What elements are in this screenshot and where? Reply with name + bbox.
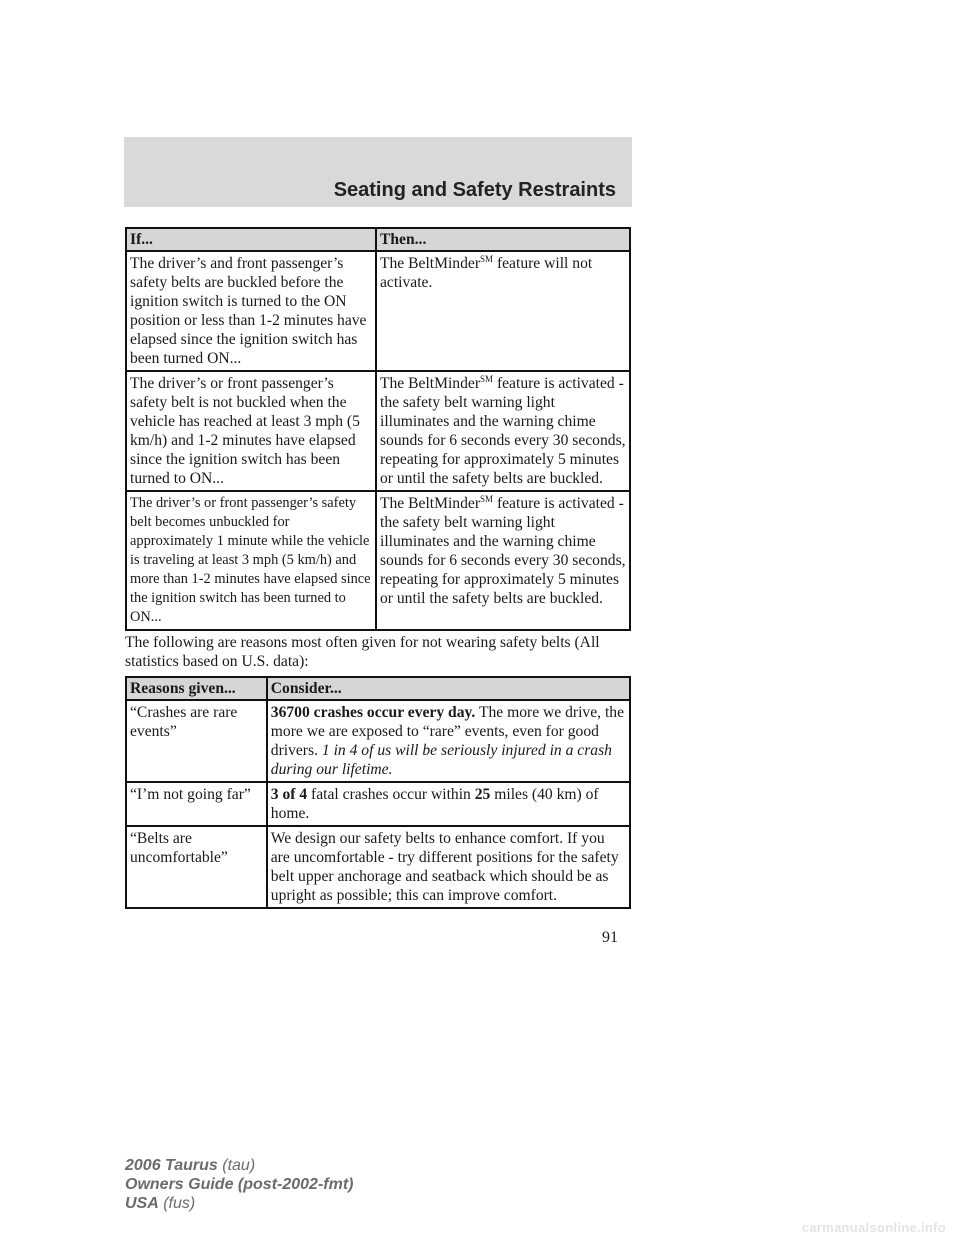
document-footer: [125, 1156, 353, 1213]
footer-line-model: [125, 1156, 353, 1175]
page-number: 91: [602, 929, 618, 946]
consider-cell: We design our safety belts to enhance comfort. If you are uncomfortable - try different positions for the safety belt upper anchorage and seatback which should be as upright as possible; this can improve comfort.: [267, 826, 630, 908]
table-row: [126, 491, 630, 630]
footer-market: USA: [125, 1195, 159, 1212]
table-row: [126, 251, 630, 371]
column-header-reasons: Reasons given...: [126, 677, 267, 700]
trademark-mark: SM: [480, 374, 494, 384]
consider-emphasis: 36700 crashes occur every day.: [270, 704, 476, 721]
intro-paragraph: The following are reasons most often given for not wearing safety belts (All statistics based on U.S. data):: [125, 634, 600, 670]
footer-model-code: (tau): [217, 1157, 256, 1174]
result-cell: [376, 371, 630, 491]
condition-cell: The driver’s and front passenger’s safety belts are buckled before the ignition switch is turned to the ON position or less than 1-2 minutes have elapsed since the ignition switch has been turned ON...: [126, 251, 376, 371]
consider-text: The more we drive, the more we are exposed to “rare” events, even for good drivers.: [270, 704, 624, 759]
section-header-band: [124, 137, 632, 207]
result-text: feature is activated - the safety belt warning light illuminates and the warning chime sounds for 6 seconds every 30 seconds, repeating for approximately 5 minutes or until the safety belts are buckled.: [379, 495, 626, 607]
consider-text: fatal crashes occur within: [307, 786, 475, 803]
table-row: [126, 700, 630, 782]
footer-line-guide: [125, 1175, 353, 1194]
section-title: Seating and Safety Restraints: [333, 179, 616, 201]
table-row: [126, 782, 630, 826]
column-header-consider: Consider...: [267, 677, 630, 700]
result-cell: [376, 251, 630, 371]
footer-guide: Owners Guide (post-2002-fmt): [125, 1176, 354, 1193]
column-header-if: If...: [126, 228, 376, 251]
result-text: feature is activated - the safety belt warning light illuminates and the warning chime sounds for 6 seconds every 30 seconds, repeating for approximately 5 minutes or until the safety belts are buckled.: [379, 375, 626, 487]
result-prefix: The BeltMinder: [379, 375, 481, 392]
table-row: [126, 826, 630, 908]
beltminder-table: [125, 227, 631, 631]
footer-market-code: (fus): [158, 1195, 196, 1212]
condition-cell: The driver’s or front passenger’s safety belt is not buckled when the vehicle has reached at least 3 mph (5 km/h) and 1-2 minutes have elapsed since the ignition switch has been turned to ON...: [126, 371, 376, 491]
result-prefix: The BeltMinder: [379, 255, 481, 272]
footer-model: 2006 Taurus: [125, 1157, 218, 1174]
reason-cell: “Crashes are rare events”: [126, 700, 267, 782]
result-text: feature will not activate.: [379, 255, 593, 291]
consider-text-end: miles (40 km) of home.: [270, 786, 599, 822]
watermark-text: carmanualsonline.info: [801, 1220, 946, 1235]
consider-cell: [267, 782, 630, 826]
column-header-then: Then...: [376, 228, 630, 251]
footer-line-market: [125, 1194, 353, 1213]
consider-emphasis: 3 of 4: [270, 786, 308, 803]
table-header-row: [126, 228, 630, 251]
reason-cell: “Belts are uncomfortable”: [126, 826, 267, 908]
reasons-table: [125, 676, 631, 909]
table-row: [126, 371, 630, 491]
consider-emphasis-distance: 25: [474, 786, 491, 803]
table-header-row: [126, 677, 630, 700]
trademark-mark: SM: [480, 494, 494, 504]
result-cell: [376, 491, 630, 630]
consider-cell: [267, 700, 630, 782]
reason-cell: “I’m not going far”: [126, 782, 267, 826]
result-prefix: The BeltMinder: [379, 495, 481, 512]
condition-cell: The driver’s or front passenger’s safety belt becomes unbuckled for approximately 1 minute while the vehicle is traveling at least 3 mph (5 km/h) and more than 1-2 minutes have elapsed since the ignition switch has been turned to ON...: [126, 491, 376, 630]
consider-italic: 1 in 4 of us will be seriously injured in a crash during our lifetime.: [270, 742, 612, 778]
trademark-mark: SM: [480, 254, 494, 264]
